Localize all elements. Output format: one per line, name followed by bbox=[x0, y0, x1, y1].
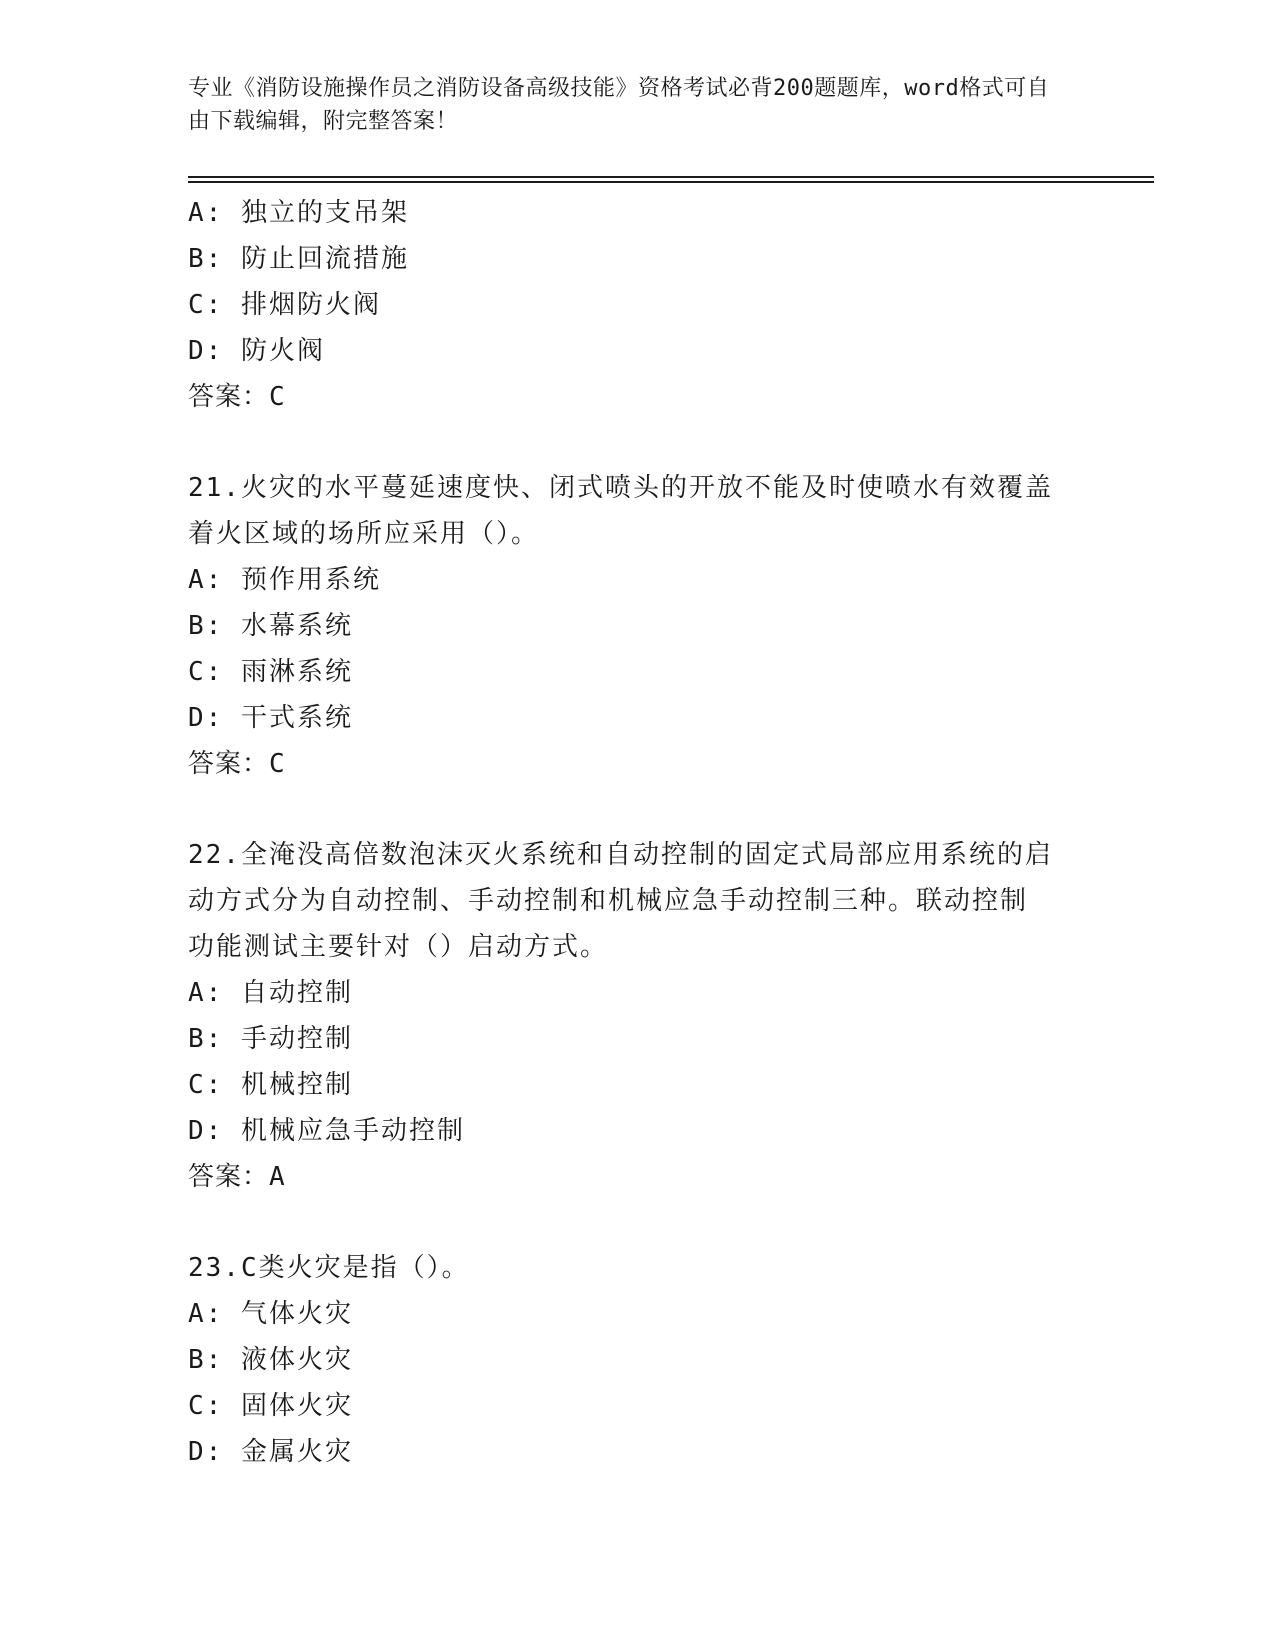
question-21 bbox=[188, 465, 1088, 787]
question-stem-line: 着火区域的场所应采用（）。 bbox=[188, 519, 540, 549]
option-c: C: 雨淋系统 bbox=[188, 657, 353, 687]
answer: 答案：C bbox=[188, 382, 286, 412]
option-b: B: 手动控制 bbox=[188, 1024, 353, 1054]
question-stem-line: 22.全淹没高倍数泡沫灭火系统和自动控制的固定式局部应用系统的启 bbox=[188, 840, 1053, 870]
question-spacer bbox=[188, 787, 1088, 832]
question-20-continued bbox=[188, 190, 1088, 420]
option-a: A: 自动控制 bbox=[188, 978, 353, 1008]
option-d: D: 干式系统 bbox=[188, 703, 353, 733]
question-23 bbox=[188, 1245, 1088, 1475]
option-d: D: 金属火灾 bbox=[188, 1437, 353, 1467]
option-c: C: 固体火灾 bbox=[188, 1391, 353, 1421]
option-d: D: 机械应急手动控制 bbox=[188, 1116, 465, 1146]
question-22 bbox=[188, 832, 1088, 1200]
question-stem-line: 23.C类火灾是指（）。 bbox=[188, 1253, 470, 1283]
option-c: C: 排烟防火阀 bbox=[188, 290, 381, 320]
question-content bbox=[188, 190, 1088, 1475]
option-d: D: 防火阀 bbox=[188, 336, 325, 366]
option-a: A: 气体火灾 bbox=[188, 1299, 353, 1329]
question-spacer bbox=[188, 1200, 1088, 1245]
question-stem-line: 动方式分为自动控制、手动控制和机械应急手动控制三种。联动控制 bbox=[188, 886, 1029, 916]
option-a: A: 独立的支吊架 bbox=[188, 198, 409, 228]
header-rule-top bbox=[188, 176, 1154, 178]
option-b: B: 防止回流措施 bbox=[188, 244, 409, 274]
option-c: C: 机械控制 bbox=[188, 1070, 353, 1100]
document-header: 专业《消防设施操作员之消防设备高级技能》资格考试必背200题题库，word格式可自由下载编辑，附完整答案！ bbox=[188, 76, 1050, 134]
option-b: B: 液体火灾 bbox=[188, 1345, 353, 1375]
question-spacer bbox=[188, 420, 1088, 465]
question-stem-line: 21.火灾的水平蔓延速度快、闭式喷头的开放不能及时使喷水有效覆盖 bbox=[188, 473, 1053, 503]
answer: 答案：A bbox=[188, 1162, 286, 1192]
answer: 答案：C bbox=[188, 749, 286, 779]
option-a: A: 预作用系统 bbox=[188, 565, 381, 595]
option-b: B: 水幕系统 bbox=[188, 611, 353, 641]
header-rule-bottom bbox=[188, 181, 1154, 183]
question-stem-line: 功能测试主要针对（）启动方式。 bbox=[188, 932, 609, 962]
